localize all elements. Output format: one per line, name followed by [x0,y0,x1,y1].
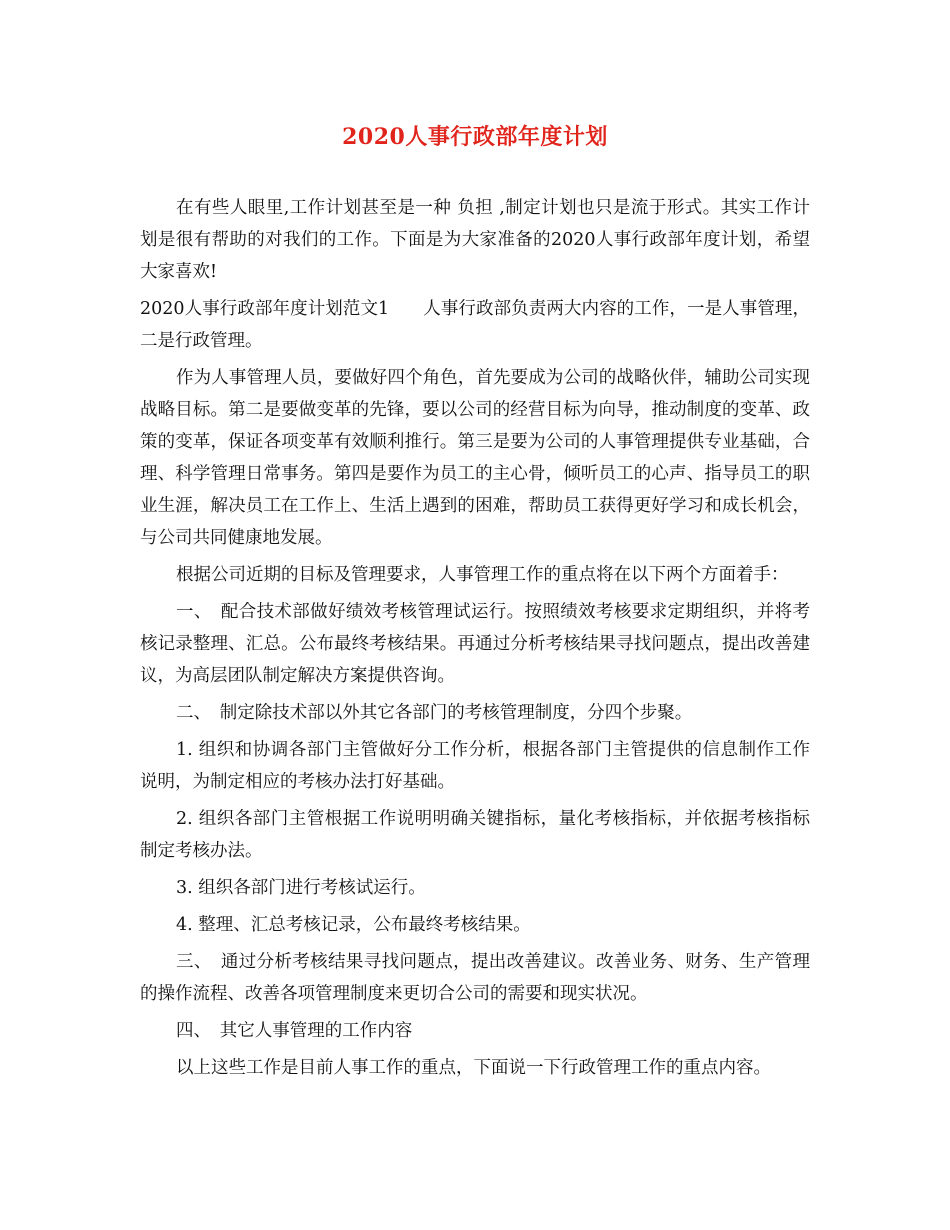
section-heading-paragraph [140,293,810,357]
document-title: 2020人事行政部年度计划 [342,124,608,150]
paragraph-item-3: 三、 通过分析考核结果寻找问题点，提出改善建议。改善业务、财务、生产管理的操作流程、改善各项管理制度来更切合公司的需要和现实状况。 [140,952,810,1004]
intro-paragraph: 在有些人眼里,工作计划甚至是一种 负担 ,制定计划也只是流于形式。其实工作计划是很有帮助的对我们的工作。下面是为大家准备的2020人事行政部年度计划，希望大家喜欢! [140,198,810,282]
paragraph-item-4: 四、 其它人事管理的工作内容 [176,1021,413,1041]
section-first-text: 人事行政部负责两大内容的工作，一是人事管理，二是行政管理。 [140,299,811,351]
paragraph-step-2: 2. 组织各部门主管根据工作说明明确关键指标，量化考核指标，并依据考核指标制定考核办法。 [140,809,810,861]
paragraph-roles: 作为人事管理人员，要做好四个角色，首先要成为公司的战略伙伴，辅助公司实现战略目标。第二是要做变革的先锋，要以公司的经营目标为向导，推动制度的变革、政策的变革，保证各项变革有效顺利推行。第三是要为公司的人事管理提供专业基础，合理、科学管理日常事务。第四是要作为员工的主心骨，倾听员工的心声、指导员工的职业生涯，解决员工在工作上、生活上遇到的困难，帮助员工获得更好学习和成长机会，与公司共同健康地发展。 [140,368,810,548]
paragraph-item-2: 二、 制定除技术部以外其它各部门的考核管理制度，分四个步聚。 [176,703,693,723]
paragraph-item-1: 一、 配合技术部做好绩效考核管理试运行。按照绩效考核要求定期组织，并将考核记录整理、汇总。公布最终考核结果。再通过分析考核结果寻找问题点，提出改善建议，为高层团队制定解决方案提供咨询。 [140,602,810,686]
paragraph-focus: 根据公司近期的目标及管理要求，人事管理工作的重点将在以下两个方面着手： [176,565,789,585]
document-body [140,192,810,1089]
paragraph-step-3: 3. 组织各部门进行考核试运行。 [176,878,426,898]
section-heading: 2020人事行政部年度计划范文1 [140,299,390,319]
paragraph-transition: 以上这些工作是目前人事工作的重点，下面说一下行政管理工作的重点内容。 [176,1058,771,1078]
paragraph-step-4: 4. 整理、汇总考核记录，公布最终考核结果。 [176,915,531,935]
paragraph-step-1: 1. 组织和协调各部门主管做好分工作分析，根据各部门主管提供的信息制作工作说明，为制定相应的考核办法打好基础。 [140,740,810,792]
